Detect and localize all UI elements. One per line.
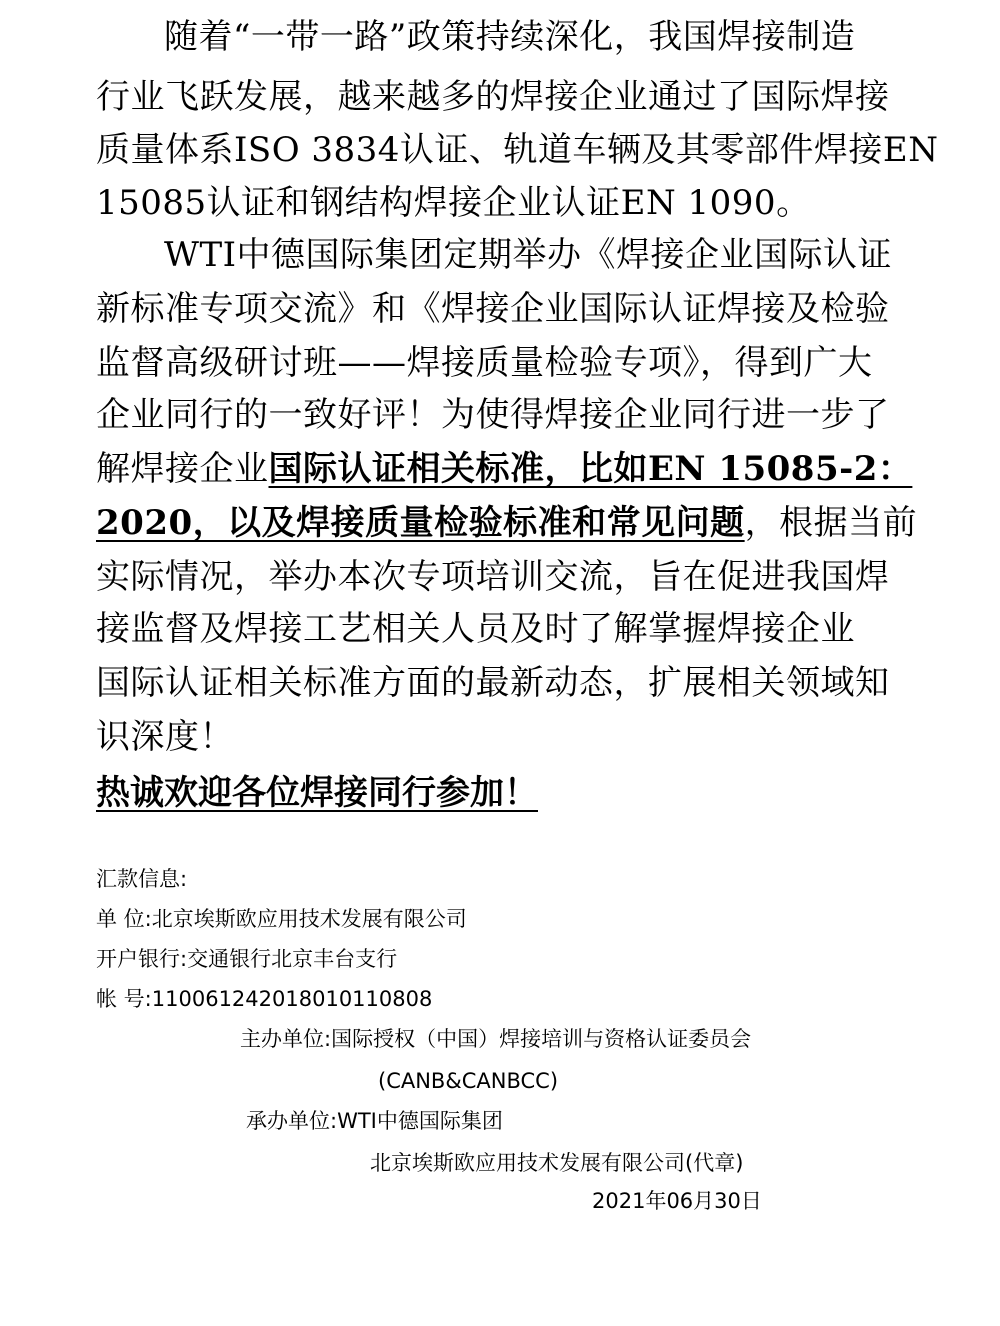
paragraph2-line-6 [96, 500, 917, 546]
paragraph2-line-2: 新标准专项交流》和《焊接企业国际认证焊接及检验 [96, 289, 890, 329]
remittance-bank [96, 944, 397, 974]
account-value: 110061242018010110808 [151, 987, 433, 1011]
host-value: 国际授权（中国）焊接培训与资格认证委员会 [331, 1027, 752, 1051]
organizer-label: 承办单位: [246, 1109, 338, 1133]
line6-suffix: ，根据当前 [744, 503, 918, 543]
paragraph2-line-10: 识深度！ [96, 717, 234, 757]
paragraph2-line-5 [96, 446, 912, 492]
organizer-value: WTI中德国际集团 [337, 1109, 503, 1133]
host-label: 主办单位: [240, 1027, 332, 1051]
remittance-unit [96, 904, 467, 934]
emphasis-standards: 国际认证相关标准，比如EN 15085-2： [268, 449, 913, 489]
paragraph2-line-8: 接监督及焊接工艺相关人员及时了解掌握焊接企业 [96, 609, 855, 649]
bank-label: 开户银行: [96, 947, 188, 971]
paragraph2-line-9: 国际认证相关标准方面的最新动态，扩展相关领域知 [96, 663, 890, 703]
paragraph2-line-4: 企业同行的一致好评！为使得焊接企业同行进一步了 [96, 395, 890, 435]
paragraph1-line-1: 随着“一带一路”政策持续深化，我国焊接制造 [164, 17, 856, 57]
account-label: 帐 号: [96, 987, 152, 1011]
line5-prefix: 解焊接企业 [96, 449, 269, 489]
paragraph1-line-2: 行业飞跃发展，越来越多的焊接企业通过了国际焊接 [96, 77, 890, 117]
organizer-unit [246, 1106, 503, 1136]
organizer-company: 北京埃斯欧应用技术发展有限公司(代章) [370, 1151, 744, 1175]
bank-value: 交通银行北京丰台支行 [187, 947, 398, 971]
remittance-account [96, 984, 432, 1014]
unit-value: 北京埃斯欧应用技术发展有限公司 [151, 907, 467, 931]
welcome-banner: 热诚欢迎各位焊接同行参加！ [96, 773, 538, 813]
paragraph1-line-3: 质量体系ISO 3834认证、轨道车辆及其零部件焊接EN [96, 130, 939, 170]
paragraph2-line-1: WTI中德国际集团定期举办《焊接企业国际认证 [164, 235, 893, 275]
emphasis-quality-inspection: 2020，以及焊接质量检验标准和常见问题 [96, 503, 745, 543]
host-unit [240, 1024, 751, 1054]
paragraph2-line-7: 实际情况，举办本次专项培训交流，旨在促进我国焊 [96, 557, 890, 597]
paragraph1-line-4: 15085认证和钢结构焊接企业认证EN 1090。 [96, 183, 811, 223]
unit-label: 单 位: [96, 907, 152, 931]
paragraph2-line-3: 监督高级研讨班——焊接质量检验专项》，得到广大 [96, 343, 873, 383]
issue-date: 2021年06月30日 [592, 1189, 762, 1213]
host-abbreviation: (CANB&CANBCC) [378, 1069, 559, 1093]
remittance-title: 汇款信息: [96, 867, 188, 891]
